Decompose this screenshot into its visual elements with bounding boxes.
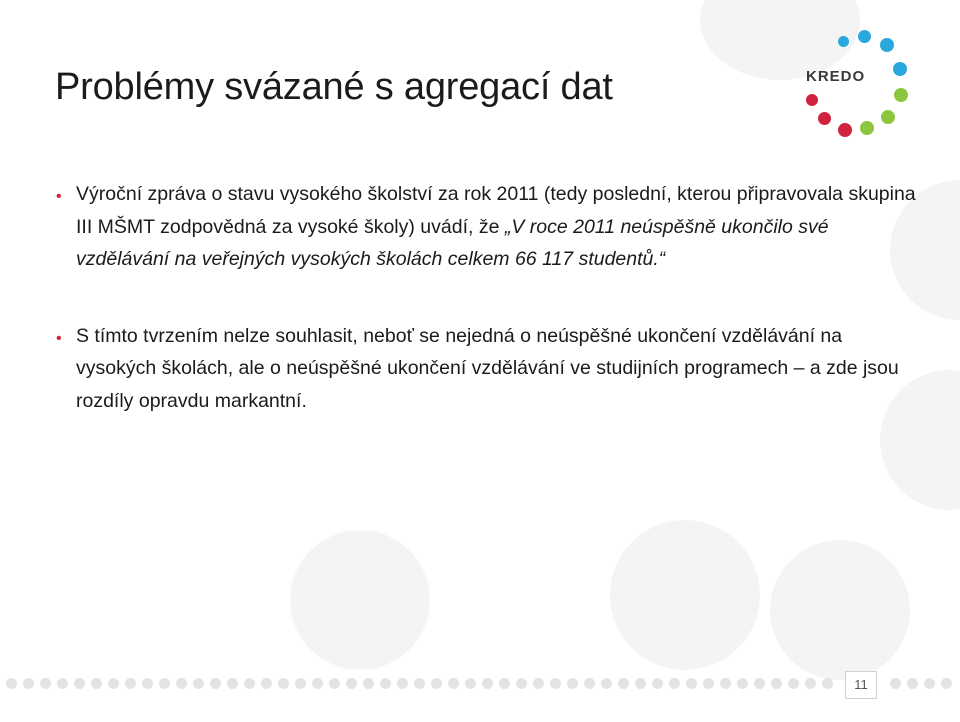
bullet-marker: • — [56, 188, 62, 205]
footer-dot — [91, 678, 102, 689]
footer-dot — [686, 678, 697, 689]
logo-dot — [838, 36, 849, 47]
logo-dot — [860, 121, 874, 135]
slide-title: Problémy svázané s agregací dat — [55, 66, 613, 108]
logo-dot — [838, 123, 852, 137]
footer-dot — [414, 678, 425, 689]
footer-dot — [465, 678, 476, 689]
footer-dot — [363, 678, 374, 689]
footer-dot — [278, 678, 289, 689]
footer-dot — [142, 678, 153, 689]
logo-dot — [893, 62, 907, 76]
kredo-logo — [780, 28, 930, 148]
footer-dots — [0, 678, 960, 692]
background-circle — [290, 530, 430, 670]
footer-dot — [805, 678, 816, 689]
logo-dot — [894, 88, 908, 102]
footer-dot — [57, 678, 68, 689]
footer-dot — [261, 678, 272, 689]
footer-dot — [176, 678, 187, 689]
footer-dot — [822, 678, 833, 689]
footer-dot — [890, 678, 901, 689]
footer-dot — [771, 678, 782, 689]
footer-dot — [159, 678, 170, 689]
footer-dot — [635, 678, 646, 689]
footer-dot — [703, 678, 714, 689]
logo-dot — [858, 30, 871, 43]
footer-dot — [941, 678, 952, 689]
footer-dot — [720, 678, 731, 689]
footer-dot — [482, 678, 493, 689]
footer-dot — [397, 678, 408, 689]
page-number: 11 — [845, 671, 877, 699]
bullet-item — [52, 320, 922, 418]
bullet-marker: • — [56, 329, 62, 347]
footer-dot — [499, 678, 510, 689]
bullet-quote: „V roce 2011 neúspěšně ukončilo své vzdělávání na veřejných vysokých školách celkem 66 117 studentů.“ — [76, 215, 829, 270]
footer-dot — [448, 678, 459, 689]
footer-dot — [737, 678, 748, 689]
footer-dot — [907, 678, 918, 689]
logo-dot — [806, 94, 818, 106]
footer-dot — [23, 678, 34, 689]
bullet-item — [52, 178, 922, 276]
footer-dot — [652, 678, 663, 689]
footer-dot — [618, 678, 629, 689]
footer-dot — [108, 678, 119, 689]
footer-dot — [601, 678, 612, 689]
footer-dot — [74, 678, 85, 689]
bullet-list — [52, 178, 922, 417]
logo-text: KREDO — [806, 68, 866, 85]
footer-dot — [550, 678, 561, 689]
footer-dot — [329, 678, 340, 689]
footer-dot — [244, 678, 255, 689]
bullet-text: S tímto tvrzením nelze souhlasit, neboť se nejedná o neúspěšné ukončení vzdělávání na vysokých školách, ale o neúspěšné ukončení vzdělávání ve studijních programech – a zde jsou rozdíly opravdu markantní. — [76, 324, 899, 412]
footer-dot — [516, 678, 527, 689]
footer-dot — [584, 678, 595, 689]
footer-dot — [533, 678, 544, 689]
logo-dot — [880, 38, 894, 52]
footer-dot — [754, 678, 765, 689]
background-circle — [610, 520, 760, 670]
logo-dot — [881, 110, 895, 124]
footer-dot — [669, 678, 680, 689]
footer-dot — [295, 678, 306, 689]
footer-dot — [924, 678, 935, 689]
footer-dot — [125, 678, 136, 689]
logo-dot — [818, 112, 831, 125]
footer-dot — [227, 678, 238, 689]
footer-dot — [40, 678, 51, 689]
footer-dot — [431, 678, 442, 689]
footer-dot — [6, 678, 17, 689]
footer-dot — [312, 678, 323, 689]
footer-dot — [210, 678, 221, 689]
footer-dot — [346, 678, 357, 689]
background-circle — [770, 540, 910, 680]
footer-dot — [193, 678, 204, 689]
footer-dot — [567, 678, 578, 689]
footer-dot — [788, 678, 799, 689]
footer-dot — [380, 678, 391, 689]
bullet-text: Výroční zpráva o stavu vysokého školství za rok 2011 (tedy poslední, kterou připravovala skupina III MŠMT zodpovědná za vysoké školy) uvádí, že — [76, 183, 916, 238]
